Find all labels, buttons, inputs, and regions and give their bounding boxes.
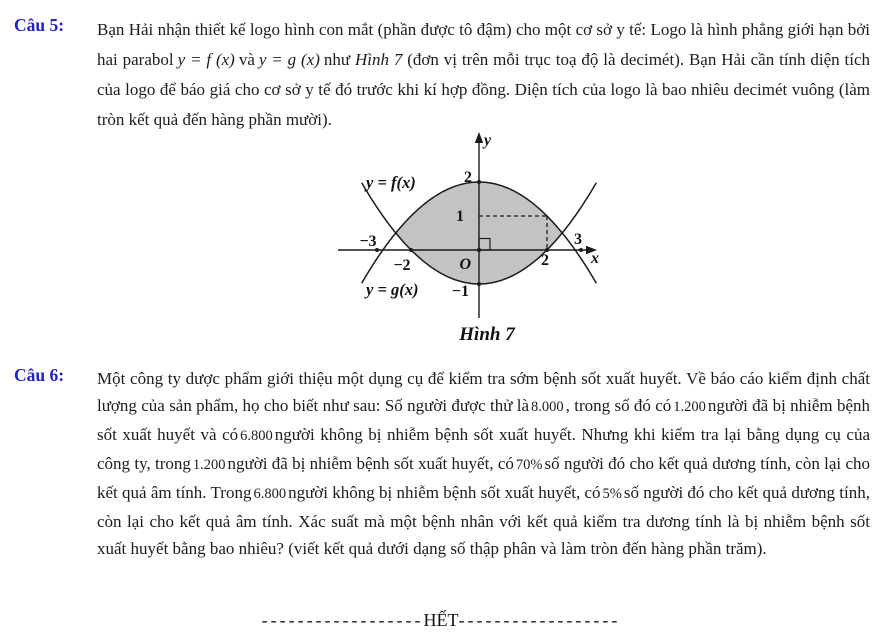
x-tick-3: 3 [574,231,582,248]
question-6-label: Câu 6: [14,365,65,385]
curve-label-g: y = g(x) [366,280,419,299]
y-tick-2: 2 [464,169,472,186]
q5-text-part: (đơn vị trên mỗi trục toạ độ là decimét). Bạn Hải cần tính diện tích của logo để báo giá cho cơ sở y tế đó trước khi kí hợp đồng. Diện tích của logo là bao nhiêu decimét vuông (làm tròn kết quả đến hàng phần mười). [97,50,871,129]
q6-number-6800: 6.800 [240,428,273,444]
x-tick-minus3: −3 [359,233,377,250]
y-tick-minus1: −1 [451,283,469,300]
q6-text-part: , trong số đó có [565,396,672,415]
end-of-exam-line [0,610,882,631]
q5-text-part: Bạn Hải nhận thiết kế logo hình con mắt (phần được tô đậm) cho một cơ sở y tế: Logo là hình phẳng giới hạn bởi hai parabol [97,20,870,69]
q5-math-f: y = f (x) [177,50,235,69]
footer-dashes-right: ------------------ [458,610,621,630]
x-tick-minus2: −2 [393,257,411,274]
q6-percent-70: 70% [515,457,543,473]
question-6 [14,365,870,562]
q5-text-part: như [323,50,351,69]
question-5-text [97,15,870,135]
q5-figure-reference: Hình 7 [354,50,403,69]
q6-number-6800b: 6.800 [253,486,287,502]
q6-text-part: số người đó cho kết quả dương tính, còn lại cho kết quả âm tính. Xác suất mà một bệnh nhân với kết quả kiểm tra dương tính là bị nhiễm bệnh sốt xuất huyết bằng bao nhiêu? (viết kết quả dưới dạng số thập phân và làm tròn đến hàng phần trăm). [97,483,870,558]
question-5-label: Câu 5: [14,15,65,35]
q6-text-part: người không bị nhiễm bệnh sốt xuất huyết. Nhưng khi kiểm tra lại bằng dụng cụ của công ty, trong [97,425,870,473]
q5-text-part: và [238,50,255,69]
q6-text-part: người không bị nhiễm bệnh sốt xuất huyết, có [288,483,601,502]
figure-7 [325,128,607,350]
q6-percent-5: 5% [602,486,622,502]
y-axis-arrow-icon [475,132,483,143]
x-tick-2: 2 [541,252,549,269]
q6-text-part: số người đó cho kết quả dương tính, còn lại cho kết quả âm tính. Trong [97,454,870,502]
footer-dashes-left: ------------------ [261,610,424,630]
y-tick-1: 1 [456,208,464,225]
figure-7-graph [325,128,607,323]
q6-text-part: người đã bị nhiễm bệnh sốt xuất huyết và có [97,396,870,444]
q6-text-part: Một công ty dược phẩm giới thiệu một dụng cụ để kiểm tra sớm bệnh sốt xuất huyết. Về báo cáo kiểm định chất lượng của sản phẩm, họ cho biết như sau: Số người được thử là [97,369,870,415]
q6-text-part: người đã bị nhiễm bệnh sốt xuất huyết, có [227,454,514,473]
q6-number-1200: 1.200 [673,399,706,415]
q6-number-8000: 8.000 [531,399,564,415]
q5-math-g: y = g (x) [258,50,320,69]
origin-label: O [459,256,471,273]
figure-7-caption: Hình 7 [459,324,515,345]
footer-het-label: HẾT [423,610,459,630]
question-6-text [97,365,870,562]
q6-number-1200b: 1.200 [192,457,226,473]
curve-label-f: y = f(x) [366,173,416,192]
y-axis-label: y [484,132,492,149]
x-axis-label: x [591,250,599,267]
question-5 [14,15,870,135]
